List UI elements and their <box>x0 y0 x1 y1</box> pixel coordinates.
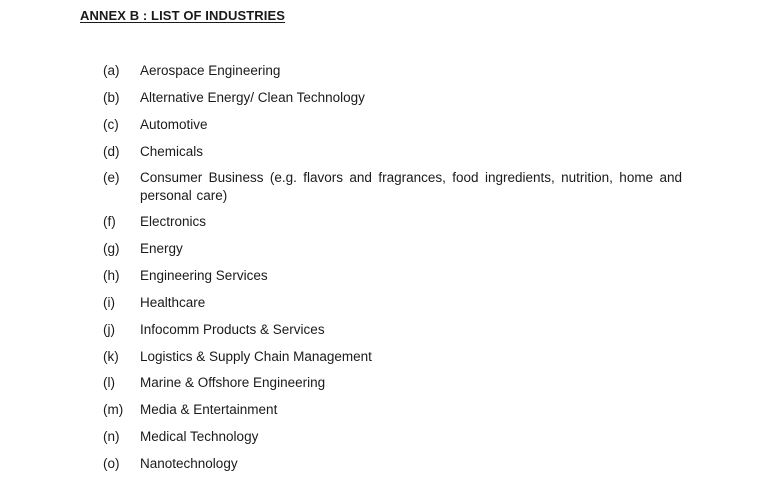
item-text: Engineering Services <box>140 268 268 283</box>
item-text: Nanotechnology <box>140 456 238 471</box>
item-text: Medical Technology <box>140 429 259 444</box>
item-marker: (a) <box>103 63 120 78</box>
item-text: Aerospace Engineering <box>140 63 281 78</box>
item-text: Automotive <box>140 117 208 132</box>
item-marker: (c) <box>103 117 119 132</box>
item-marker: (o) <box>103 456 120 471</box>
item-text: Infocomm Products & Services <box>140 322 325 337</box>
item-marker: (f) <box>103 214 116 229</box>
item-marker: (b) <box>103 90 120 105</box>
item-marker: (h) <box>103 268 120 283</box>
item-text: Logistics & Supply Chain Management <box>140 349 372 364</box>
item-text: Chemicals <box>140 144 204 159</box>
item-text: Energy <box>140 241 183 256</box>
item-text: Consumer Business (e.g. flavors and fragrances, food ingredients, nutrition, home and personal care) <box>140 170 682 203</box>
item-marker: (e) <box>103 170 120 185</box>
item-text: Electronics <box>140 214 207 229</box>
item-text: Healthcare <box>140 295 206 310</box>
item-marker: (k) <box>103 349 119 364</box>
item-marker: (j) <box>103 322 115 337</box>
item-marker: (i) <box>103 295 115 310</box>
item-text: Alternative Energy/ Clean Technology <box>140 90 365 105</box>
item-marker: (l) <box>103 375 115 390</box>
item-text: Media & Entertainment <box>140 402 278 417</box>
item-marker: (g) <box>103 241 120 256</box>
annex-heading: ANNEX B : LIST OF INDUSTRIES <box>80 8 286 23</box>
item-marker: (m) <box>103 402 124 417</box>
item-marker: (n) <box>103 429 120 444</box>
item-text: Marine & Offshore Engineering <box>140 375 326 390</box>
item-marker: (d) <box>103 144 120 159</box>
